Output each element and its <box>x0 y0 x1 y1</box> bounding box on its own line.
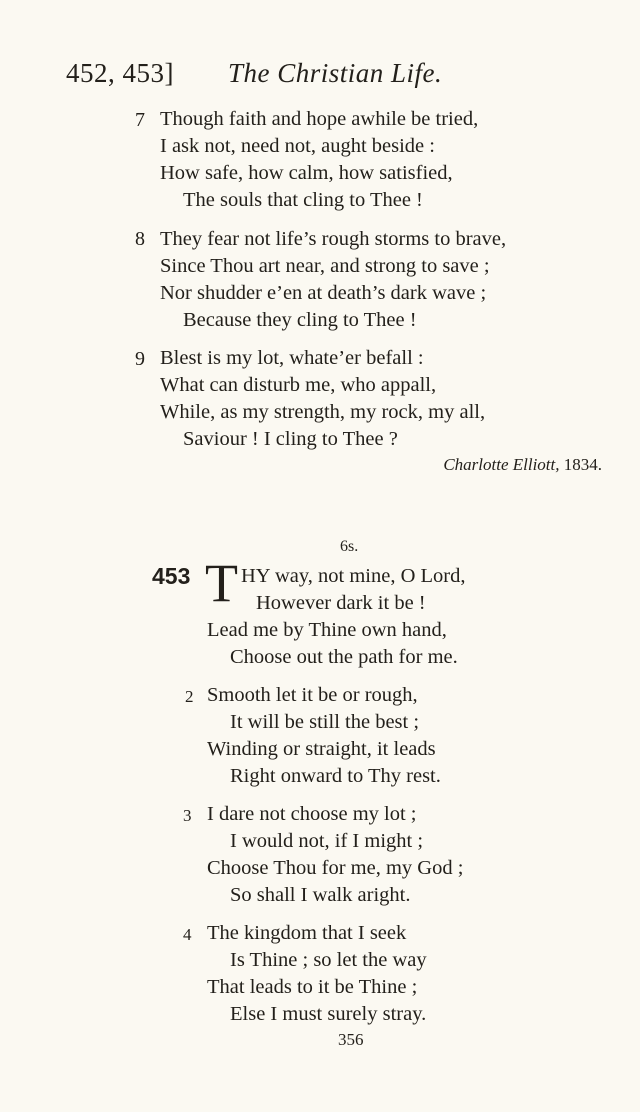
verse-line: HY way, not mine, O Lord, <box>241 565 466 587</box>
verse-line: Winding or straight, it leads <box>207 738 436 760</box>
verse-number: 2 <box>185 687 194 706</box>
page-number: 356 <box>338 1030 364 1049</box>
verse-line: Saviour ! I cling to Thee ? <box>183 428 398 450</box>
verse-number: 3 <box>183 806 192 825</box>
verse-line: That leads to it be Thine ; <box>207 976 418 998</box>
hymn-number: 453 <box>152 563 191 589</box>
verse-number: 8 <box>135 228 145 250</box>
verse-line: I would not, if I might ; <box>230 830 424 852</box>
verse-line: Else I must surely stray. <box>230 1003 427 1025</box>
verse-line: Smooth let it be or rough, <box>207 684 418 706</box>
author-name: Charlotte Elliott, <box>443 455 560 474</box>
author-attribution <box>443 455 602 475</box>
verse-line: The souls that cling to Thee ! <box>183 189 423 211</box>
verse-number: 7 <box>135 109 145 131</box>
verse-line: Since Thou art near, and strong to save ; <box>160 255 490 277</box>
verse-line: The kingdom that I seek <box>207 922 407 944</box>
verse-line: It will be still the best ; <box>230 711 420 733</box>
verse-line: Choose out the path for me. <box>230 646 458 668</box>
verse-line: However dark it be ! <box>256 592 426 614</box>
verse-line: Lead me by Thine own hand, <box>207 619 447 641</box>
drop-cap: T <box>205 553 238 613</box>
verse-line: Nor shudder e’en at death’s dark wave ; <box>160 282 487 304</box>
verse-line: I dare not choose my lot ; <box>207 803 417 825</box>
verse-number: 9 <box>135 348 145 370</box>
verse-line: How safe, how calm, how satisfied, <box>160 162 453 184</box>
verse-line: They fear not life’s rough storms to brave, <box>160 228 507 250</box>
verse-line: I ask not, need not, aught beside : <box>160 135 435 157</box>
verse-line: Blest is my lot, whate’er befall : <box>160 347 424 369</box>
verse-line: What can disturb me, who appall, <box>160 374 437 396</box>
verse-line: While, as my strength, my rock, my all, <box>160 401 486 423</box>
author-year: 1834. <box>563 455 602 474</box>
verse-line: Though faith and hope awhile be tried, <box>160 108 479 130</box>
verse-line: So shall I walk aright. <box>230 884 411 906</box>
verse-line: Is Thine ; so let the way <box>230 949 427 971</box>
hymn-meter: 6s. <box>340 538 359 555</box>
verse-line: Because they cling to Thee ! <box>183 309 417 331</box>
verse-line: Right onward to Thy rest. <box>230 765 441 787</box>
running-head-title: The Christian Life. <box>228 58 443 88</box>
verse-number: 4 <box>183 925 192 944</box>
running-head-hymn-numbers: 452, 453] <box>66 58 174 88</box>
verse-line: Choose Thou for me, my God ; <box>207 857 464 879</box>
